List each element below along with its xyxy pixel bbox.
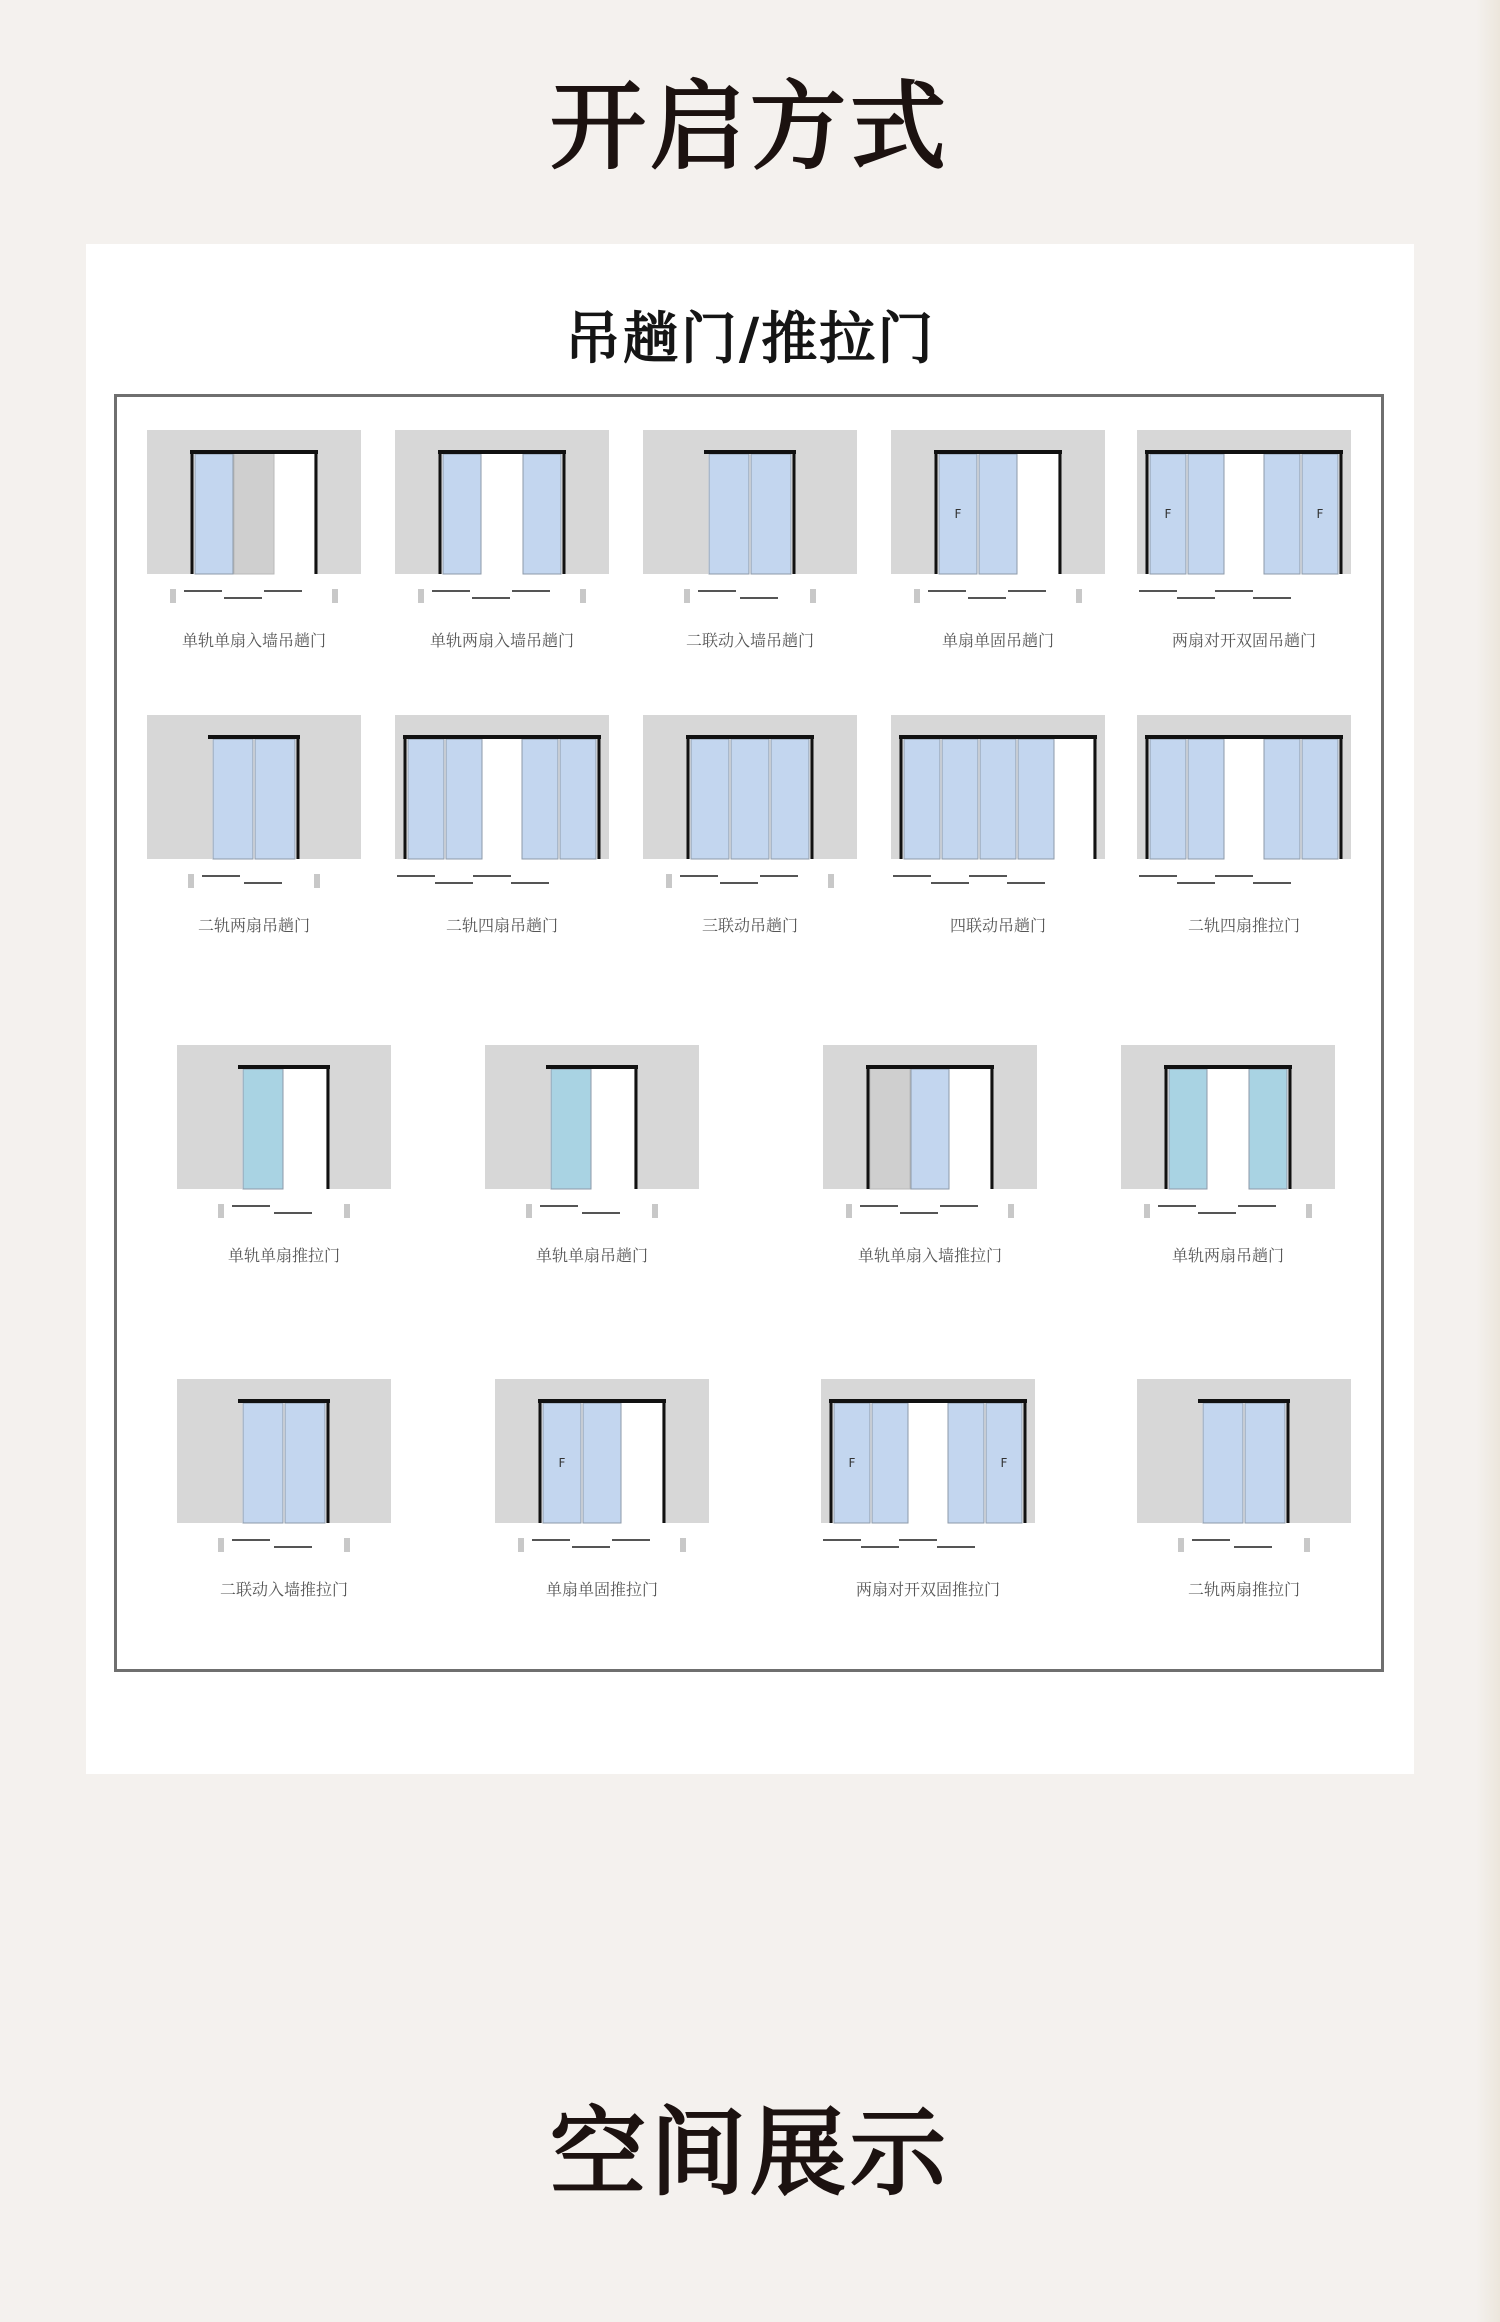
fixed-panel-mark: F	[954, 507, 962, 521]
door-diagram-icon	[891, 430, 1105, 625]
door-type-item	[485, 1045, 699, 1275]
door-type-item	[1137, 715, 1351, 945]
door-diagram-icon	[823, 1045, 1037, 1240]
door-type-item	[1121, 1045, 1335, 1275]
door-diagram-icon	[177, 1045, 391, 1240]
door-diagram-icon	[177, 1379, 391, 1574]
door-type-item	[177, 1379, 391, 1609]
door-type-item	[643, 430, 857, 660]
page-edge-shadow	[1476, 0, 1500, 2322]
door-diagram-icon	[495, 1379, 709, 1574]
section-title-opening-methods: 开启方式	[550, 70, 950, 183]
door-diagram-icon	[1137, 715, 1351, 910]
fixed-panel-mark: F	[1316, 507, 1324, 521]
door-type-label: 两扇对开双固吊趟门	[1171, 631, 1316, 650]
door-diagram-icon	[395, 715, 609, 910]
door-diagram-icon	[891, 715, 1105, 910]
door-type-label: 四联动吊趟门	[949, 916, 1046, 935]
door-type-label: 二轨两扇吊趟门	[197, 916, 310, 935]
door-diagram-icon	[643, 715, 857, 910]
door-type-label: 单轨两扇入墙吊趟门	[429, 631, 574, 650]
door-type-label: 单轨单扇吊趟门	[535, 1246, 648, 1265]
door-type-item	[177, 1045, 391, 1275]
section-title-space-display: 空间展示	[550, 2096, 950, 2209]
door-diagram-icon	[1121, 1045, 1335, 1240]
door-diagram-icon	[821, 1379, 1035, 1574]
door-type-label: 二轨两扇推拉门	[1187, 1580, 1300, 1599]
door-types-card	[86, 244, 1414, 1774]
door-type-item	[891, 715, 1105, 945]
door-type-label: 三联动吊趟门	[701, 916, 798, 935]
door-type-label: 二联动入墙吊趟门	[685, 631, 814, 650]
door-diagram-icon	[147, 715, 361, 910]
door-diagram-icon	[643, 430, 857, 625]
door-type-label: 二轨四扇推拉门	[1187, 916, 1300, 935]
door-diagram-icon	[485, 1045, 699, 1240]
card-title: 吊趟门/推拉门	[564, 306, 936, 372]
fixed-panel-mark: F	[1164, 507, 1172, 521]
door-type-label: 两扇对开双固推拉门	[855, 1580, 1000, 1599]
door-type-item	[821, 1379, 1035, 1609]
door-type-label: 单轨两扇吊趟门	[1171, 1246, 1284, 1265]
door-type-label: 二轨四扇吊趟门	[445, 916, 558, 935]
fixed-panel-mark: F	[1000, 1456, 1008, 1470]
door-diagram-icon	[147, 430, 361, 625]
door-type-item	[395, 715, 609, 945]
door-type-item	[495, 1379, 709, 1609]
door-type-item	[823, 1045, 1037, 1275]
fixed-panel-mark: F	[558, 1456, 566, 1470]
door-type-item	[1137, 430, 1351, 660]
door-type-item	[643, 715, 857, 945]
door-type-item	[891, 430, 1105, 660]
door-type-label: 单扇单固推拉门	[545, 1580, 658, 1599]
door-type-label: 二联动入墙推拉门	[219, 1580, 348, 1599]
door-type-item	[147, 715, 361, 945]
door-diagram-frame	[114, 394, 1384, 1672]
door-diagram-icon	[395, 430, 609, 625]
door-type-label: 单轨单扇推拉门	[227, 1246, 340, 1265]
door-type-label: 单轨单扇入墙吊趟门	[181, 631, 326, 650]
door-type-item	[1137, 1379, 1351, 1609]
door-type-item	[147, 430, 361, 660]
door-type-item	[395, 430, 609, 660]
door-type-label: 单扇单固吊趟门	[941, 631, 1054, 650]
door-type-label: 单轨单扇入墙推拉门	[857, 1246, 1002, 1265]
fixed-panel-mark: F	[848, 1456, 856, 1470]
door-diagram-icon	[1137, 1379, 1351, 1574]
door-diagram-icon	[1137, 430, 1351, 625]
